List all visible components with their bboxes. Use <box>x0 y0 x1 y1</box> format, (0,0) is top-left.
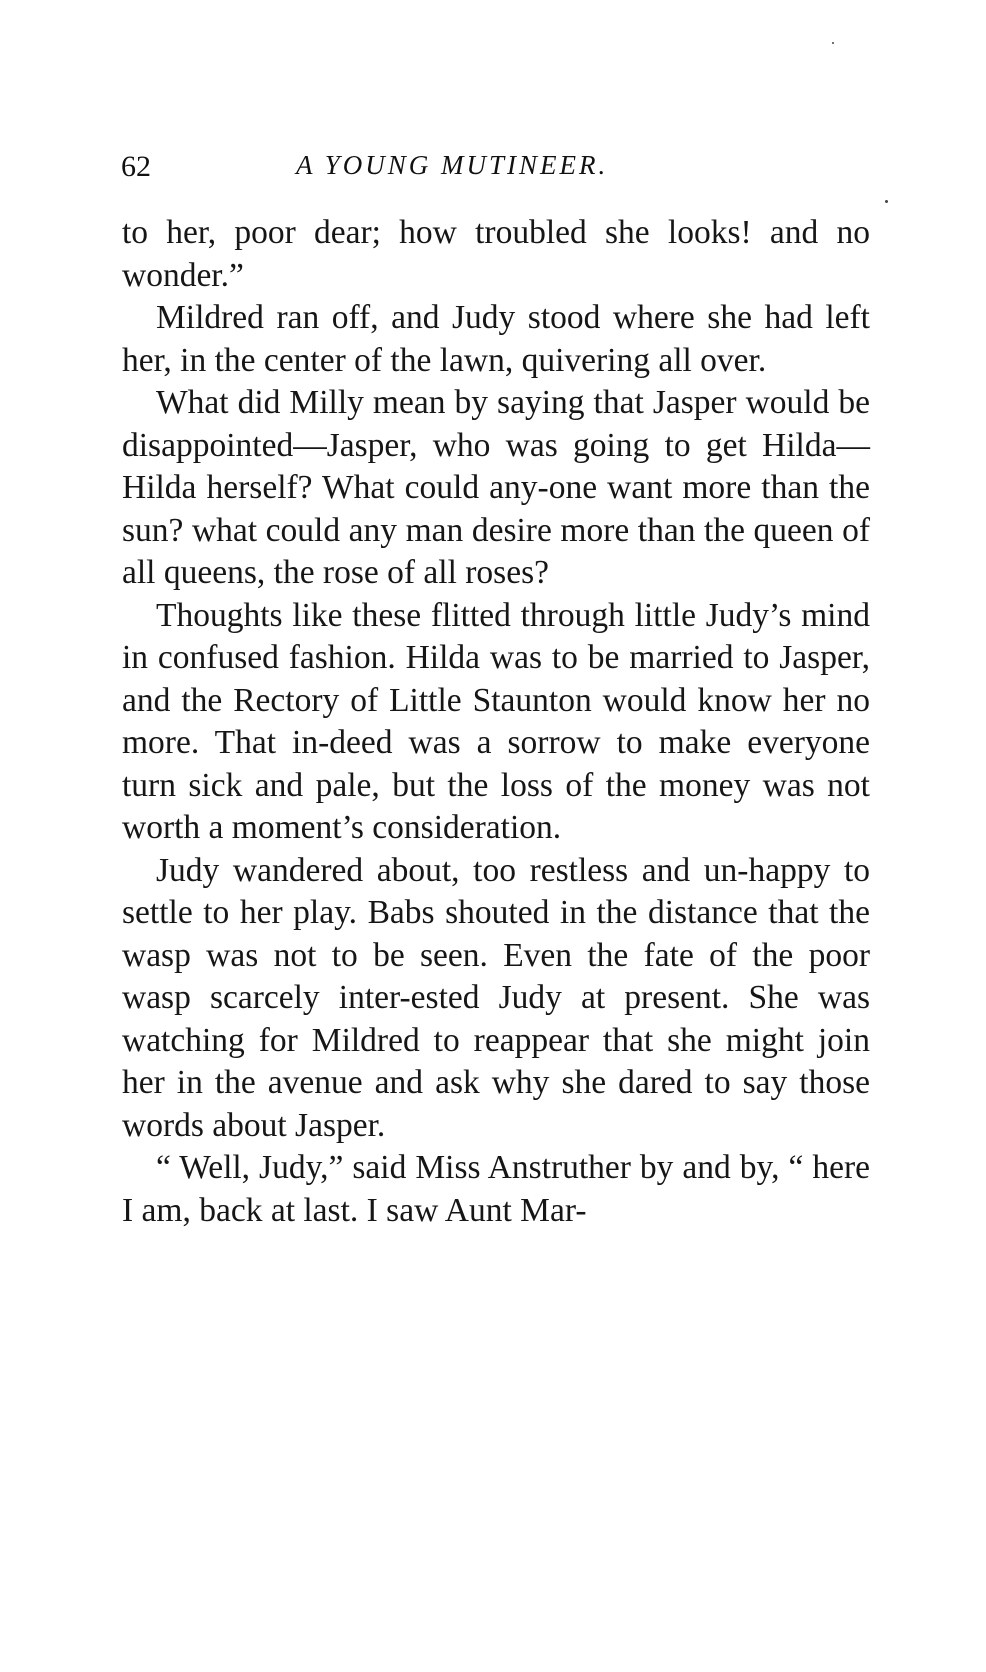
ink-speck <box>832 42 834 44</box>
paragraph: Mildred ran off, and Judy stood where she had left her, in the center of the lawn, quivering all over. <box>122 299 870 379</box>
paragraph: Judy wandered about, too restless and un-happy to settle to her play. Babs shouted in the distance that the wasp was not to be seen. Even the fate of the poor wasp scarcely inter-ested Judy at present. She was watching for Mildred to reappear that she might join her in the avenue and ask why she dared to say those words about Jasper. <box>122 851 870 1144</box>
page-number: 62 <box>121 150 151 183</box>
paragraph: Thoughts like these flitted through little Judy’s mind in confused fashion. Hilda was to be married to Jasper, and the Rectory of Little Staunton would know her no more. That in-deed was a sorrow to make everyone turn sick and pale, but the loss of the money was not worth a moment’s consideration. <box>122 596 870 846</box>
page-body <box>122 212 870 1232</box>
ink-speck <box>885 200 888 203</box>
running-title: A YOUNG MUTINEER. <box>296 150 609 180</box>
page-header <box>121 150 871 200</box>
paragraph: to her, poor dear; how troubled she looks! and no wonder.” <box>122 214 870 294</box>
paragraph: What did Milly mean by saying that Jasper would be disappointed—Jasper, who was going to get Hilda—Hilda herself? What could any-one want more than the sun? what could any man desire more than the queen of all queens, the rose of all roses? <box>122 384 870 591</box>
paragraph: “ Well, Judy,” said Miss Anstruther by and by, “ here I am, back at last. I saw Aunt Mar- <box>122 1149 870 1229</box>
